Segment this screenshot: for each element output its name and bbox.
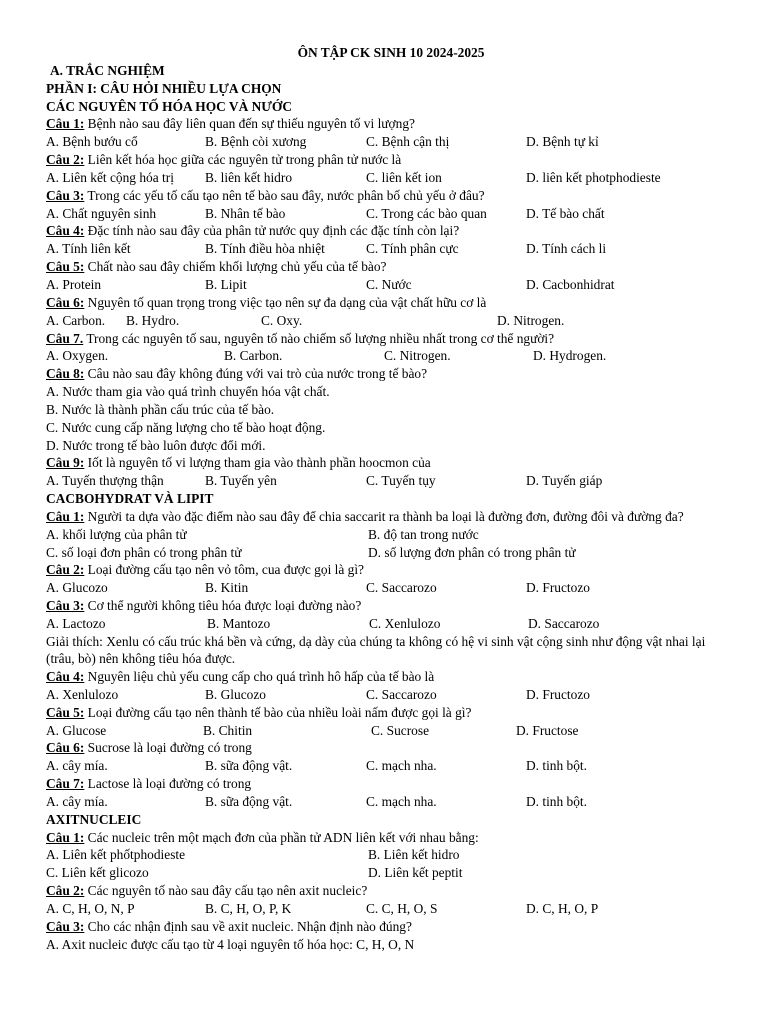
answer-option: B. sữa động vật. — [205, 758, 293, 774]
question-label: Câu 3: — [46, 187, 85, 203]
question-label: Câu 6: — [46, 740, 85, 756]
answer-option: B. Glucozo — [205, 686, 266, 702]
answer-option: D. Bệnh tự kỉ — [526, 134, 599, 150]
question-stem — [46, 151, 736, 169]
options-row — [46, 526, 736, 544]
options-row — [46, 686, 736, 704]
answer-option: B. Carbon. — [224, 348, 283, 364]
question-text: Nguyên tố quan trọng trong việc tạo nên sự đa dạng của vật chất hữu cơ là — [84, 294, 487, 310]
answer-option: B. liên kết hidro — [205, 169, 293, 185]
topic-heading: CÁC NGUYÊN TỐ HÓA HỌC VÀ NƯỚC — [46, 98, 293, 114]
answer-option: C. mạch nha. — [366, 758, 437, 774]
answer-option: B. Tính điều hòa nhiệt — [205, 241, 325, 257]
answer-option: A. Protein — [46, 276, 102, 292]
answer-option: C. Sucrose — [371, 722, 430, 738]
question-label: Câu 5: — [46, 259, 85, 275]
answer-option: A. Nước tham gia vào quá trình chuyển hóa vật chất. — [46, 384, 330, 400]
answer-option: C. Trong các bào quan — [366, 205, 487, 221]
answer-option: D. Saccarozo — [528, 616, 600, 631]
answer-option: B. Kitin — [205, 580, 249, 596]
options-row — [46, 864, 736, 882]
answer-option: D. Cacbonhidrat — [526, 276, 615, 292]
question-stem — [46, 829, 736, 847]
answer-option: D. Nước trong tế bào luôn được đổi mới. — [46, 437, 266, 453]
answer-option: D. Hydrogen. — [533, 348, 607, 364]
answer-option: D. tinh bột. — [526, 793, 588, 809]
question-stem — [46, 561, 736, 579]
answer-option: A. Tuyến thượng thận — [46, 473, 164, 489]
question-label: Câu 7. — [46, 330, 84, 346]
question-label: Câu 7: — [46, 776, 85, 792]
answer-option: A. Liên kết phốtphodieste — [46, 847, 186, 863]
options-row — [46, 757, 736, 775]
answer-option: B. Bệnh còi xương — [205, 134, 307, 150]
answer-option: D. tinh bột. — [526, 758, 588, 774]
answer-option: D. Fructozo — [526, 686, 590, 702]
question-text: Các nucleic trên một mạch đơn của phần tử ADN liên kết với nhau bằng: — [84, 829, 479, 845]
options-row — [46, 846, 736, 864]
answer-option: D. số lượng đơn phân có trong phân tử — [368, 544, 576, 560]
question-label: Câu 1: — [46, 508, 85, 524]
options-row — [46, 169, 736, 187]
question-stem — [46, 330, 736, 348]
question-text: Bệnh nào sau đây liên quan đến sự thiếu nguyên tố vi lượng? — [84, 116, 415, 132]
answer-option: D. Tế bào chất — [526, 205, 605, 221]
answer-option: C. Liên kết glicozo — [46, 865, 149, 881]
answer-option: C. Saccarozo — [366, 580, 437, 596]
question-stem — [46, 882, 736, 900]
question-stem — [46, 454, 736, 472]
question-label: Câu 5: — [46, 704, 85, 720]
answer-option: B. Tuyến yên — [205, 473, 277, 489]
answer-option: A. Oxygen. — [46, 348, 109, 364]
answer-option: A. Liên kết cộng hóa trị — [46, 169, 174, 185]
options-row — [46, 347, 736, 365]
answer-option: C. Nước — [366, 276, 412, 292]
question-label: Câu 9: — [46, 455, 85, 471]
answer-option: A. cây mía. — [46, 793, 108, 809]
answer-option: D. C, H, O, P — [526, 901, 599, 916]
question-text: Nguyên liệu chủ yếu cung cấp cho quá trình hô hấp của tế bào là — [84, 669, 435, 685]
answer-option: B. Hydro. — [126, 312, 180, 328]
answer-option: B. Mantozo — [207, 616, 271, 631]
answer-option: B. C, H, O, P, K — [205, 901, 292, 916]
question-text: Iốt là nguyên tố vi lượng tham gia vào thành phần hoocmon của — [84, 455, 431, 471]
question-text: Các nguyên tố nào sau đây cấu tạo nên axit nucleic? — [84, 883, 368, 899]
question-stem — [46, 704, 736, 722]
options-row — [46, 312, 736, 330]
answer-option: D. Tuyến giáp — [526, 473, 603, 489]
question-text: Trong các yếu tố cấu tạo nên tế bào sau đây, nước phân bố chủ yếu ở đâu? — [84, 187, 485, 203]
question-stem — [46, 775, 736, 793]
answer-option: C. Tính phân cực — [366, 241, 459, 257]
answer-option: C. Xenlulozo — [369, 616, 441, 631]
answer-option: B. Liên kết hidro — [368, 847, 460, 863]
answer-option: D. Fructose — [516, 722, 579, 738]
question-text: Câu nào sau đây không đúng với vai trò của nước trong tế bào? — [84, 366, 428, 382]
question-text: Người ta dựa vào đặc điểm nào sau đây để chia saccarit ra thành ba loại là đường đơn, đường đôi và đường đa? — [84, 508, 684, 524]
answer-option: B. Chitin — [203, 722, 253, 738]
options-row — [46, 900, 736, 918]
question-label: Câu 6: — [46, 294, 85, 310]
question-label: Câu 3: — [46, 918, 85, 934]
options-row — [46, 579, 736, 597]
answer-option: B. sữa động vật. — [205, 793, 293, 809]
question-stem — [46, 508, 736, 526]
document-page — [46, 44, 736, 954]
page-title: ÔN TẬP CK SINH 10 2024-2025 — [297, 45, 485, 60]
question-text: Cơ thể người không tiêu hóa được loại đường nào? — [84, 598, 362, 614]
answer-option: D. Fructozo — [526, 580, 590, 596]
answer-option: C. Bệnh cận thị — [366, 134, 450, 150]
answer-option: C. C, H, O, S — [366, 901, 438, 916]
question-text: Loại đường cấu tạo nên vỏ tôm, cua được gọi là gì? — [84, 562, 365, 578]
answer-option: C. mạch nha. — [366, 793, 437, 809]
question-text: Chất nào sau đây chiếm khối lượng chủ yếu của tế bào? — [84, 259, 387, 275]
answer-option: D. Nitrogen. — [497, 312, 565, 328]
question-stem — [46, 739, 736, 757]
answer-option: D. liên kết photphodieste — [526, 169, 661, 185]
answer-option: B. Lipit — [205, 276, 247, 292]
answer-option: A. Lactozo — [46, 616, 106, 631]
answer-option: C. Nitrogen. — [384, 348, 451, 364]
question-label: Câu 2: — [46, 883, 85, 899]
answer-option: B. Nước là thành phần cấu trúc của tế bào. — [46, 401, 275, 417]
question-stem — [46, 597, 736, 615]
topic-heading: CACBOHYDRAT VÀ LIPIT — [46, 491, 214, 507]
section-a-heading: A. TRẮC NGHIỆM — [50, 62, 165, 78]
question-label: Câu 8: — [46, 366, 85, 382]
answer-option: A. Axit nucleic được cấu tạo từ 4 loại nguyên tố hóa học: C, H, O, N — [46, 936, 415, 952]
question-text: Đặc tính nào sau đây của phân tử nước quy định các đặc tính còn lại? — [84, 223, 460, 239]
answer-option: A. Tính liên kết — [46, 241, 131, 257]
question-stem — [46, 918, 736, 936]
question-label: Câu 2: — [46, 562, 85, 578]
answer-option: C. Oxy. — [261, 312, 303, 328]
answer-option: D. Liên kết peptit — [368, 865, 463, 881]
answer-option: A. Glucozo — [46, 580, 108, 596]
question-text: Liên kết hóa học giữa các nguyên tử trong phân tử nước là — [84, 152, 402, 168]
question-text: Cho các nhận định sau về axit nucleic. Nhận định nào đúng? — [84, 918, 412, 934]
question-text: Trong các nguyên tố sau, nguyên tố nào chiếm số lượng nhiều nhất trong cơ thể người? — [83, 330, 555, 346]
question-stem — [46, 115, 736, 133]
answer-option: A. C, H, O, N, P — [46, 901, 135, 916]
answer-option: A. Xenlulozo — [46, 686, 119, 702]
question-label: Câu 1: — [46, 116, 85, 132]
question-stem — [46, 187, 736, 205]
answer-option: C. Saccarozo — [366, 686, 437, 702]
answer-option: B. độ tan trong nước — [368, 526, 479, 542]
answer-option: A. Carbon. — [46, 312, 106, 328]
answer-option: D. Tính cách li — [526, 241, 607, 257]
question-text: Lactose là loại đường có trong — [84, 776, 252, 792]
question-stem — [46, 365, 736, 383]
question-label: Câu 2: — [46, 152, 85, 168]
answer-option: B. Nhân tế bào — [205, 205, 286, 221]
topic-heading: AXITNUCLEIC — [46, 811, 142, 827]
question-label: Câu 4: — [46, 223, 85, 239]
part-heading: PHẦN I: CÂU HỎI NHIỀU LỰA CHỌN — [46, 80, 282, 96]
question-stem — [46, 258, 736, 276]
options-row — [46, 722, 736, 740]
options-row — [46, 133, 736, 151]
options-row — [46, 205, 736, 223]
answer-option: A. khối lượng của phân tử — [46, 526, 187, 542]
answer-option: A. cây mía. — [46, 758, 108, 774]
question-stem — [46, 222, 736, 240]
question-label: Câu 3: — [46, 598, 85, 614]
explanation-text: Giải thích: Xenlu có cấu trúc khá bền và cứng, dạ dày của chúng ta không có hệ vi sinh vật cộng sinh như động vật nhai lại (trâu, bò) nên không tiêu hóa được. — [46, 633, 706, 667]
answer-option: A. Chất nguyên sinh — [46, 205, 157, 221]
options-row — [46, 793, 736, 811]
question-stem — [46, 668, 736, 686]
options-row — [46, 240, 736, 258]
question-text: Sucrose là loại đường có trong — [84, 740, 252, 756]
question-list — [46, 98, 736, 954]
answer-option: C. liên kết ion — [366, 169, 442, 185]
question-stem — [46, 294, 736, 312]
options-row — [46, 615, 736, 633]
answer-option: A. Bệnh bướu cổ — [46, 134, 138, 150]
options-row — [46, 276, 736, 294]
answer-option: C. Nước cung cấp năng lượng cho tế bào hoạt động. — [46, 419, 326, 435]
answer-option: C. số loại đơn phân có trong phân tử — [46, 544, 242, 560]
options-row — [46, 472, 736, 490]
answer-option: C. Tuyến tụy — [366, 473, 436, 489]
question-label: Câu 4: — [46, 669, 85, 685]
answer-option: A. Glucose — [46, 722, 107, 738]
question-text: Loại đường cấu tạo nên thành tế bào của nhiều loài nấm được gọi là gì? — [84, 704, 472, 720]
options-row — [46, 544, 736, 562]
question-label: Câu 1: — [46, 829, 85, 845]
